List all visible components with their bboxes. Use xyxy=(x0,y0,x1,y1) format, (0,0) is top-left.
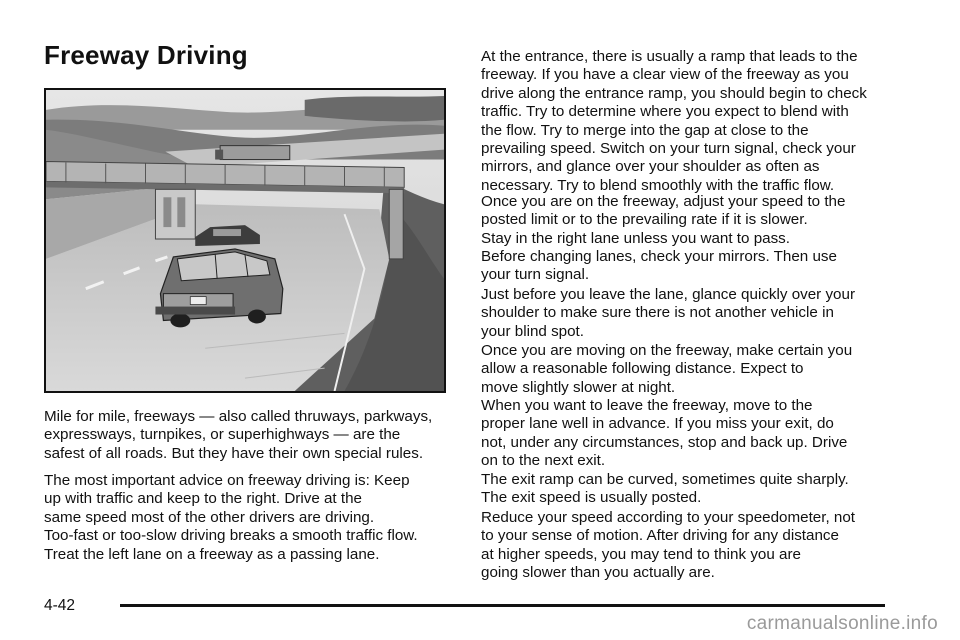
text-line: the flow. Try to merge into the gap at close to the xyxy=(481,121,809,139)
paragraph-freeway-advice xyxy=(44,472,448,564)
text-line: not, under any circumstances, stop and back up. Drive xyxy=(481,433,848,451)
text-line: Before changing lanes, check your mirrors. Then use xyxy=(481,248,837,265)
text-line: Too-fast or too-slow driving breaks a smooth traffic flow. xyxy=(44,527,418,545)
text-line: prevailing speed. Switch on your turn signal, check your xyxy=(481,140,856,158)
text-line: expressways, turnpikes, or superhighways — are the xyxy=(44,426,401,444)
text-line: The most important advice on freeway driving is: Keep xyxy=(44,472,410,489)
text-line: going slower than you actually are. xyxy=(481,564,715,582)
text-line: The exit ramp can be curved, sometimes quite sharply. xyxy=(481,471,849,488)
text-line: mirrors, and glance over your shoulder as often as xyxy=(481,158,820,176)
freeway-scene-image xyxy=(46,90,444,391)
paragraph-freeway-safety xyxy=(44,408,448,463)
text-line: up with traffic and keep to the right. Drive at the xyxy=(44,490,362,508)
page-title: Freeway Driving xyxy=(44,40,248,70)
text-line: your blind spot. xyxy=(481,322,584,340)
text-line: shoulder to make sure there is not another vehicle in xyxy=(481,304,834,322)
text-line: move slightly slower at night. xyxy=(481,378,676,396)
paragraph-changing-lanes xyxy=(481,248,891,285)
text-line: Once you are on the freeway, adjust your speed to the xyxy=(481,193,846,210)
paragraph-following-distance xyxy=(481,342,891,397)
text-line: at higher speeds, you may tend to think you are xyxy=(481,545,801,563)
text-line: Stay in the right lane unless you want to pass. xyxy=(481,229,790,247)
paragraph-exit-ramp xyxy=(481,471,891,508)
text-line: same speed most of the other drivers are driving. xyxy=(44,508,375,526)
text-line: safest of all roads. But they have their own special rules. xyxy=(44,444,424,462)
text-line: Once you are moving on the freeway, make certain you xyxy=(481,342,853,359)
text-line: drive along the entrance ramp, you should begin to check xyxy=(481,84,867,102)
text-line: Just before you leave the lane, glance quickly over your xyxy=(481,286,855,303)
text-line: posted limit or to the prevailing rate if it is slower. xyxy=(481,211,808,229)
paragraph-blind-spot xyxy=(481,286,891,341)
text-line: Reduce your speed according to your speedometer, not xyxy=(481,509,856,526)
text-line: necessary. Try to blend smoothly with the traffic flow. xyxy=(481,176,835,194)
text-line: When you want to leave the freeway, move to the xyxy=(481,397,813,414)
text-line: The exit speed is usually posted. xyxy=(481,489,702,507)
text-line: allow a reasonable following distance. Expect to xyxy=(481,360,804,378)
text-line: Mile for mile, freeways — also called thruways, parkways, xyxy=(44,408,433,425)
page-number: 4-42 xyxy=(44,597,76,614)
text-line: on to the next exit. xyxy=(481,452,606,470)
text-line: Treat the left lane on a freeway as a passing lane. xyxy=(44,545,380,563)
text-line: freeway. If you have a clear view of the freeway as you xyxy=(481,66,849,84)
paragraph-entrance-ramp xyxy=(481,48,891,195)
footer-divider xyxy=(120,604,885,607)
text-line: At the entrance, there is usually a ramp that leads to the xyxy=(481,48,858,65)
paragraph-leaving-freeway xyxy=(481,397,891,471)
freeway-illustration xyxy=(44,88,446,393)
paragraph-reduce-speed xyxy=(481,509,891,583)
text-line: your turn signal. xyxy=(481,266,590,284)
text-line: traffic. Try to determine where you expect to blend with xyxy=(481,103,849,121)
watermark: carmanualsonline.info xyxy=(746,613,938,634)
paragraph-adjust-speed xyxy=(481,193,891,248)
text-line: to your sense of motion. After driving for any distance xyxy=(481,527,839,545)
text-line: proper lane well in advance. If you miss your exit, do xyxy=(481,415,834,433)
